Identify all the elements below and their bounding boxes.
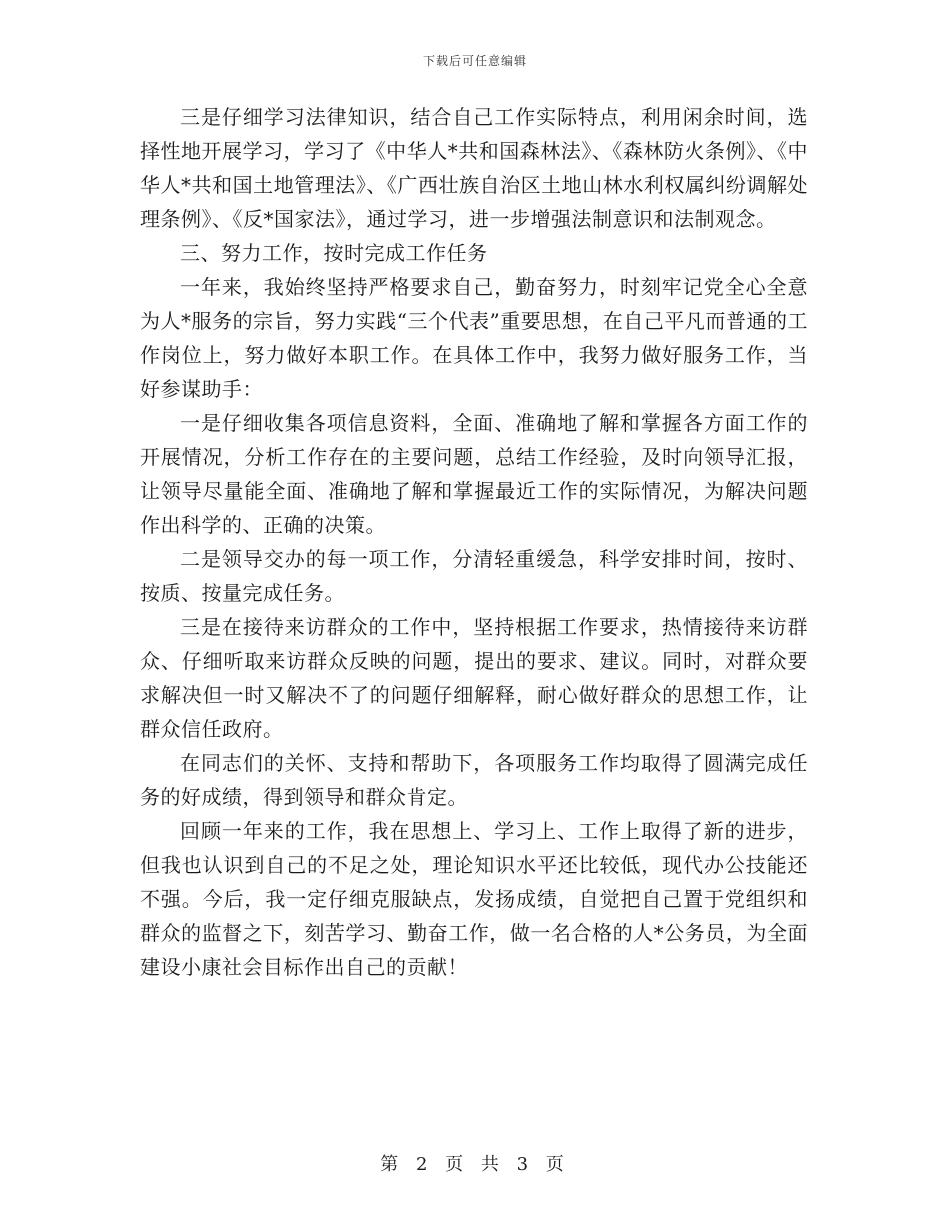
section-heading-work: 三、努力工作，按时完成工作任务 — [180, 241, 488, 265]
paragraph-assigned-tasks: 二是领导交办的每一项工作，分清轻重缓急，科学安排时间，按时、按质、按量完成任务。 — [140, 547, 808, 605]
paragraph-collect-info: 一是仔细收集各项信息资料，全面、准确地了解和掌握各方面工作的开展情况，分析工作存在的主要问题，总结工作经验，及时向领导汇报，让领导尽量能全面、准确地了解和掌握最近工作的实际情况，为解决问题作出科学的、正确的决策。 — [140, 411, 808, 537]
paragraph-receive-visitors: 三是在接待来访群众的工作中，坚持根据工作要求，热情接待来访群众、仔细听取来访群众反映的问题，提出的要求、建议。同时，对群众要求解决但一时又解决不了的问题仔细解释，耐心做好群众的思想工作，让群众信任政府。 — [140, 615, 808, 741]
paragraph-study-law: 三是仔细学习法律知识，结合自己工作实际特点，利用闲余时间，选择性地开展学习，学习了《中华人*共和国森林法》、《森林防火条例》、《中华人*共和国土地管理法》、《广西壮族自治区土地山林水利权属纠纷调解处理条例》、《反*国家法》，通过学习，进一步增强法制意识和法制观念。 — [140, 105, 808, 231]
paragraph-achievements: 在同志们的关怀、支持和帮助下，各项服务工作均取得了圆满完成任务的好成绩，得到领导和群众肯定。 — [140, 751, 808, 809]
page-footer: 第 2 页 共 3 页 — [380, 1154, 570, 1175]
document-body — [140, 100, 808, 984]
paragraph-review: 回顾一年来的工作，我在思想上、学习上、工作上取得了新的进步，但我也认识到自己的不足之处，理论知识水平还比较低，现代办公技能还不强。今后，我一定仔细克服缺点，发扬成绩，自觉把自己置于党组织和群众的监督之下，刻苦学习、勤奋工作，做一名合格的人*公务员，为全面建设小康社会目标作出自己的贡献！ — [140, 819, 808, 979]
paragraph-work-overview: 一年来，我始终坚持严格要求自己，勤奋努力，时刻牢记党全心全意为人*服务的宗旨，努力实践“三个代表”重要思想，在自己平凡而普通的工作岗位上，努力做好本职工作。在具体工作中，我努力做好服务工作，当好参谋助手： — [140, 275, 808, 401]
page-header: 下载后可任意编辑 — [422, 54, 527, 68]
